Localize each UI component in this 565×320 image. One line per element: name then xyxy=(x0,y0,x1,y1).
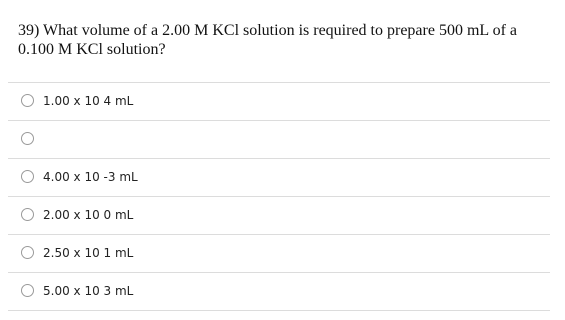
answer-option-2[interactable] xyxy=(8,121,550,159)
answer-option-4[interactable] xyxy=(8,197,550,235)
radio-button[interactable] xyxy=(21,170,34,183)
answer-option-label: 4.00 x 10 -3 mL xyxy=(43,170,138,184)
radio-button[interactable] xyxy=(21,132,34,145)
answer-option-label: 5.00 x 10 3 mL xyxy=(43,284,134,298)
answer-options-list xyxy=(8,82,550,311)
radio-button[interactable] xyxy=(21,208,34,221)
radio-button[interactable] xyxy=(21,246,34,259)
radio-button[interactable] xyxy=(21,284,34,297)
answer-option-5[interactable] xyxy=(8,235,550,273)
answer-option-label: 2.50 x 10 1 mL xyxy=(43,246,134,260)
answer-option-label: 2.00 x 10 0 mL xyxy=(43,208,134,222)
answer-option-3[interactable] xyxy=(8,159,550,197)
answer-option-1[interactable] xyxy=(8,83,550,121)
answer-option-label: 1.00 x 10 4 mL xyxy=(43,94,134,108)
question-text: 39) What volume of a 2.00 M KCl solution is required to prepare 500 mL of a 0.100 M KCl solution? xyxy=(18,22,518,58)
answer-option-6[interactable] xyxy=(8,273,550,311)
radio-button[interactable] xyxy=(21,94,34,107)
